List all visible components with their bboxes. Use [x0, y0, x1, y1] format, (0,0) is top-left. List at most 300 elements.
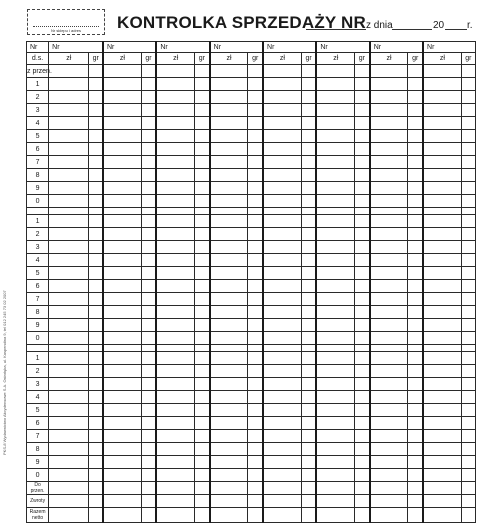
gr-entry-cell[interactable]	[248, 293, 263, 306]
zl-entry-cell[interactable]	[156, 241, 194, 254]
gr-entry-cell[interactable]	[89, 430, 103, 443]
gr-entry-cell[interactable]	[89, 482, 103, 495]
zl-entry-cell[interactable]	[316, 91, 354, 104]
gr-entry-cell[interactable]	[89, 267, 103, 280]
zl-entry-cell[interactable]	[263, 280, 301, 293]
zl-entry-cell[interactable]	[210, 78, 248, 91]
gr-entry-cell[interactable]	[248, 182, 263, 195]
zl-entry-cell[interactable]	[370, 378, 408, 391]
gr-entry-cell[interactable]	[355, 195, 370, 208]
zl-entry-cell[interactable]	[370, 267, 408, 280]
zl-entry-cell[interactable]	[263, 215, 301, 228]
gr-entry-cell[interactable]	[408, 228, 423, 241]
zl-entry-cell[interactable]	[210, 456, 248, 469]
zl-entry-cell[interactable]	[49, 456, 89, 469]
gr-entry-cell[interactable]	[248, 319, 263, 332]
zl-entry-cell[interactable]	[49, 280, 89, 293]
gr-entry-cell[interactable]	[301, 306, 316, 319]
gr-entry-cell[interactable]	[355, 182, 370, 195]
zl-entry-cell[interactable]	[49, 404, 89, 417]
zl-entry-cell[interactable]	[156, 280, 194, 293]
gr-entry-cell[interactable]	[461, 241, 475, 254]
gr-entry-cell[interactable]	[248, 508, 263, 523]
gr-entry-cell[interactable]	[301, 378, 316, 391]
gr-entry-cell[interactable]	[141, 215, 156, 228]
gr-entry-cell[interactable]	[248, 456, 263, 469]
gr-entry-cell[interactable]	[248, 65, 263, 78]
gr-entry-cell[interactable]	[301, 280, 316, 293]
gr-entry-cell[interactable]	[461, 430, 475, 443]
zl-entry-cell[interactable]	[103, 378, 141, 391]
zl-entry-cell[interactable]	[423, 293, 461, 306]
gr-entry-cell[interactable]	[89, 391, 103, 404]
gr-entry-cell[interactable]	[195, 293, 210, 306]
gr-entry-cell[interactable]	[461, 352, 475, 365]
zl-entry-cell[interactable]	[210, 91, 248, 104]
zl-entry-cell[interactable]	[156, 91, 194, 104]
zl-entry-cell[interactable]	[263, 117, 301, 130]
gr-entry-cell[interactable]	[141, 208, 156, 215]
zl-entry-cell[interactable]	[316, 104, 354, 117]
zl-entry-cell[interactable]	[210, 365, 248, 378]
zl-entry-cell[interactable]	[316, 293, 354, 306]
zl-entry-cell[interactable]	[370, 306, 408, 319]
zl-entry-cell[interactable]	[263, 391, 301, 404]
gr-entry-cell[interactable]	[408, 130, 423, 143]
gr-entry-cell[interactable]	[408, 508, 423, 523]
gr-entry-cell[interactable]	[301, 65, 316, 78]
zl-entry-cell[interactable]	[156, 345, 194, 352]
zl-entry-cell[interactable]	[210, 495, 248, 508]
zl-entry-cell[interactable]	[316, 495, 354, 508]
zl-entry-cell[interactable]	[210, 306, 248, 319]
zl-entry-cell[interactable]	[263, 319, 301, 332]
zl-entry-cell[interactable]	[210, 241, 248, 254]
zl-entry-cell[interactable]	[49, 293, 89, 306]
zl-entry-cell[interactable]	[316, 215, 354, 228]
zl-entry-cell[interactable]	[49, 417, 89, 430]
zl-entry-cell[interactable]	[103, 169, 141, 182]
gr-entry-cell[interactable]	[301, 254, 316, 267]
zl-entry-cell[interactable]	[263, 169, 301, 182]
zl-entry-cell[interactable]	[263, 469, 301, 482]
gr-entry-cell[interactable]	[408, 195, 423, 208]
gr-entry-cell[interactable]	[408, 156, 423, 169]
gr-entry-cell[interactable]	[461, 182, 475, 195]
zl-entry-cell[interactable]	[316, 130, 354, 143]
gr-entry-cell[interactable]	[355, 208, 370, 215]
gr-entry-cell[interactable]	[195, 267, 210, 280]
gr-entry-cell[interactable]	[461, 65, 475, 78]
gr-entry-cell[interactable]	[141, 267, 156, 280]
gr-entry-cell[interactable]	[141, 495, 156, 508]
gr-entry-cell[interactable]	[195, 169, 210, 182]
gr-entry-cell[interactable]	[248, 228, 263, 241]
zl-entry-cell[interactable]	[316, 378, 354, 391]
gr-entry-cell[interactable]	[301, 91, 316, 104]
zl-entry-cell[interactable]	[263, 293, 301, 306]
gr-entry-cell[interactable]	[408, 469, 423, 482]
zl-entry-cell[interactable]	[103, 280, 141, 293]
gr-entry-cell[interactable]	[141, 319, 156, 332]
gr-entry-cell[interactable]	[355, 117, 370, 130]
zl-entry-cell[interactable]	[370, 280, 408, 293]
gr-entry-cell[interactable]	[195, 378, 210, 391]
zl-entry-cell[interactable]	[49, 91, 89, 104]
zl-entry-cell[interactable]	[49, 104, 89, 117]
zl-entry-cell[interactable]	[263, 495, 301, 508]
gr-entry-cell[interactable]	[355, 469, 370, 482]
zl-entry-cell[interactable]	[263, 443, 301, 456]
gr-entry-cell[interactable]	[301, 365, 316, 378]
gr-entry-cell[interactable]	[461, 391, 475, 404]
zl-entry-cell[interactable]	[316, 482, 354, 495]
zl-entry-cell[interactable]	[423, 495, 461, 508]
gr-entry-cell[interactable]	[195, 91, 210, 104]
zl-entry-cell[interactable]	[423, 365, 461, 378]
zl-entry-cell[interactable]	[210, 508, 248, 523]
zl-entry-cell[interactable]	[210, 65, 248, 78]
zl-entry-cell[interactable]	[263, 508, 301, 523]
gr-entry-cell[interactable]	[461, 345, 475, 352]
gr-entry-cell[interactable]	[408, 182, 423, 195]
gr-entry-cell[interactable]	[408, 143, 423, 156]
gr-entry-cell[interactable]	[301, 267, 316, 280]
zl-entry-cell[interactable]	[423, 169, 461, 182]
zl-entry-cell[interactable]	[370, 130, 408, 143]
gr-entry-cell[interactable]	[408, 482, 423, 495]
zl-entry-cell[interactable]	[156, 430, 194, 443]
gr-entry-cell[interactable]	[141, 143, 156, 156]
zl-entry-cell[interactable]	[316, 456, 354, 469]
zl-entry-cell[interactable]	[156, 391, 194, 404]
gr-entry-cell[interactable]	[301, 508, 316, 523]
zl-entry-cell[interactable]	[316, 469, 354, 482]
gr-entry-cell[interactable]	[408, 378, 423, 391]
gr-entry-cell[interactable]	[89, 78, 103, 91]
zl-entry-cell[interactable]	[423, 345, 461, 352]
gr-entry-cell[interactable]	[248, 443, 263, 456]
gr-entry-cell[interactable]	[89, 228, 103, 241]
gr-entry-cell[interactable]	[195, 130, 210, 143]
zl-entry-cell[interactable]	[316, 365, 354, 378]
zl-entry-cell[interactable]	[423, 130, 461, 143]
zl-entry-cell[interactable]	[210, 352, 248, 365]
zl-entry-cell[interactable]	[316, 254, 354, 267]
gr-entry-cell[interactable]	[141, 430, 156, 443]
gr-entry-cell[interactable]	[141, 228, 156, 241]
gr-entry-cell[interactable]	[301, 78, 316, 91]
zl-entry-cell[interactable]	[423, 417, 461, 430]
gr-entry-cell[interactable]	[248, 391, 263, 404]
zl-entry-cell[interactable]	[210, 169, 248, 182]
zl-entry-cell[interactable]	[263, 332, 301, 345]
zl-entry-cell[interactable]	[103, 417, 141, 430]
zl-entry-cell[interactable]	[210, 130, 248, 143]
zl-entry-cell[interactable]	[156, 104, 194, 117]
zl-entry-cell[interactable]	[263, 306, 301, 319]
gr-entry-cell[interactable]	[355, 495, 370, 508]
zl-entry-cell[interactable]	[263, 182, 301, 195]
gr-entry-cell[interactable]	[355, 365, 370, 378]
zl-entry-cell[interactable]	[49, 306, 89, 319]
gr-entry-cell[interactable]	[408, 365, 423, 378]
gr-entry-cell[interactable]	[141, 352, 156, 365]
zl-entry-cell[interactable]	[49, 254, 89, 267]
zl-entry-cell[interactable]	[49, 345, 89, 352]
gr-entry-cell[interactable]	[141, 456, 156, 469]
zl-entry-cell[interactable]	[156, 215, 194, 228]
gr-entry-cell[interactable]	[195, 182, 210, 195]
gr-entry-cell[interactable]	[355, 417, 370, 430]
gr-entry-cell[interactable]	[248, 104, 263, 117]
zl-entry-cell[interactable]	[316, 430, 354, 443]
gr-entry-cell[interactable]	[141, 293, 156, 306]
gr-entry-cell[interactable]	[355, 104, 370, 117]
gr-entry-cell[interactable]	[408, 117, 423, 130]
gr-entry-cell[interactable]	[355, 143, 370, 156]
gr-entry-cell[interactable]	[301, 456, 316, 469]
zl-entry-cell[interactable]	[49, 241, 89, 254]
gr-entry-cell[interactable]	[461, 143, 475, 156]
gr-entry-cell[interactable]	[141, 378, 156, 391]
zl-entry-cell[interactable]	[210, 104, 248, 117]
zl-entry-cell[interactable]	[156, 469, 194, 482]
gr-entry-cell[interactable]	[301, 430, 316, 443]
zl-entry-cell[interactable]	[370, 404, 408, 417]
gr-entry-cell[interactable]	[141, 417, 156, 430]
zl-entry-cell[interactable]	[210, 319, 248, 332]
gr-entry-cell[interactable]	[248, 345, 263, 352]
zl-entry-cell[interactable]	[49, 267, 89, 280]
gr-entry-cell[interactable]	[195, 319, 210, 332]
zl-entry-cell[interactable]	[49, 430, 89, 443]
gr-entry-cell[interactable]	[301, 495, 316, 508]
zl-entry-cell[interactable]	[49, 365, 89, 378]
zl-entry-cell[interactable]	[263, 352, 301, 365]
zl-entry-cell[interactable]	[423, 306, 461, 319]
zl-entry-cell[interactable]	[156, 267, 194, 280]
zl-entry-cell[interactable]	[49, 495, 89, 508]
zl-entry-cell[interactable]	[49, 215, 89, 228]
gr-entry-cell[interactable]	[301, 469, 316, 482]
gr-entry-cell[interactable]	[248, 208, 263, 215]
gr-entry-cell[interactable]	[301, 352, 316, 365]
zl-entry-cell[interactable]	[316, 443, 354, 456]
gr-entry-cell[interactable]	[89, 195, 103, 208]
gr-entry-cell[interactable]	[248, 378, 263, 391]
gr-entry-cell[interactable]	[248, 254, 263, 267]
zl-entry-cell[interactable]	[103, 319, 141, 332]
zl-entry-cell[interactable]	[210, 378, 248, 391]
gr-entry-cell[interactable]	[89, 130, 103, 143]
gr-entry-cell[interactable]	[141, 391, 156, 404]
zl-entry-cell[interactable]	[49, 78, 89, 91]
gr-entry-cell[interactable]	[141, 306, 156, 319]
gr-entry-cell[interactable]	[195, 143, 210, 156]
zl-entry-cell[interactable]	[370, 241, 408, 254]
gr-entry-cell[interactable]	[141, 117, 156, 130]
zl-entry-cell[interactable]	[210, 208, 248, 215]
zl-entry-cell[interactable]	[370, 345, 408, 352]
gr-entry-cell[interactable]	[89, 65, 103, 78]
zl-entry-cell[interactable]	[103, 208, 141, 215]
zl-entry-cell[interactable]	[316, 319, 354, 332]
gr-entry-cell[interactable]	[461, 417, 475, 430]
zl-entry-cell[interactable]	[103, 215, 141, 228]
zl-entry-cell[interactable]	[423, 482, 461, 495]
zl-entry-cell[interactable]	[156, 228, 194, 241]
gr-entry-cell[interactable]	[461, 208, 475, 215]
zl-entry-cell[interactable]	[156, 65, 194, 78]
gr-entry-cell[interactable]	[301, 104, 316, 117]
gr-entry-cell[interactable]	[301, 169, 316, 182]
gr-entry-cell[interactable]	[195, 156, 210, 169]
zl-entry-cell[interactable]	[210, 156, 248, 169]
gr-entry-cell[interactable]	[461, 443, 475, 456]
zl-entry-cell[interactable]	[263, 456, 301, 469]
gr-entry-cell[interactable]	[408, 456, 423, 469]
gr-entry-cell[interactable]	[355, 482, 370, 495]
gr-entry-cell[interactable]	[301, 241, 316, 254]
zl-entry-cell[interactable]	[49, 508, 89, 523]
zl-entry-cell[interactable]	[156, 182, 194, 195]
zl-entry-cell[interactable]	[316, 78, 354, 91]
zl-entry-cell[interactable]	[263, 156, 301, 169]
zl-entry-cell[interactable]	[263, 195, 301, 208]
gr-entry-cell[interactable]	[301, 208, 316, 215]
zl-entry-cell[interactable]	[103, 267, 141, 280]
gr-entry-cell[interactable]	[89, 319, 103, 332]
zl-entry-cell[interactable]	[263, 345, 301, 352]
gr-entry-cell[interactable]	[461, 365, 475, 378]
gr-entry-cell[interactable]	[461, 78, 475, 91]
gr-entry-cell[interactable]	[141, 91, 156, 104]
gr-entry-cell[interactable]	[408, 104, 423, 117]
gr-entry-cell[interactable]	[408, 306, 423, 319]
gr-entry-cell[interactable]	[195, 456, 210, 469]
zl-entry-cell[interactable]	[263, 228, 301, 241]
zl-entry-cell[interactable]	[263, 104, 301, 117]
gr-entry-cell[interactable]	[461, 482, 475, 495]
gr-entry-cell[interactable]	[248, 117, 263, 130]
gr-entry-cell[interactable]	[89, 104, 103, 117]
zl-entry-cell[interactable]	[103, 404, 141, 417]
zl-entry-cell[interactable]	[103, 391, 141, 404]
zl-entry-cell[interactable]	[103, 156, 141, 169]
gr-entry-cell[interactable]	[461, 378, 475, 391]
gr-entry-cell[interactable]	[408, 78, 423, 91]
zl-entry-cell[interactable]	[49, 130, 89, 143]
zl-entry-cell[interactable]	[316, 182, 354, 195]
gr-entry-cell[interactable]	[355, 215, 370, 228]
gr-entry-cell[interactable]	[301, 130, 316, 143]
zl-entry-cell[interactable]	[263, 365, 301, 378]
zl-entry-cell[interactable]	[210, 482, 248, 495]
zl-entry-cell[interactable]	[316, 65, 354, 78]
zl-entry-cell[interactable]	[370, 391, 408, 404]
zl-entry-cell[interactable]	[316, 156, 354, 169]
gr-entry-cell[interactable]	[195, 365, 210, 378]
gr-entry-cell[interactable]	[301, 319, 316, 332]
zl-entry-cell[interactable]	[210, 332, 248, 345]
zl-entry-cell[interactable]	[370, 182, 408, 195]
gr-entry-cell[interactable]	[461, 495, 475, 508]
zl-entry-cell[interactable]	[156, 306, 194, 319]
gr-entry-cell[interactable]	[89, 469, 103, 482]
zl-entry-cell[interactable]	[263, 143, 301, 156]
zl-entry-cell[interactable]	[263, 208, 301, 215]
gr-entry-cell[interactable]	[461, 332, 475, 345]
zl-entry-cell[interactable]	[210, 215, 248, 228]
zl-entry-cell[interactable]	[423, 78, 461, 91]
gr-entry-cell[interactable]	[195, 352, 210, 365]
gr-entry-cell[interactable]	[355, 293, 370, 306]
zl-entry-cell[interactable]	[49, 469, 89, 482]
zl-entry-cell[interactable]	[49, 169, 89, 182]
zl-entry-cell[interactable]	[103, 469, 141, 482]
gr-entry-cell[interactable]	[89, 352, 103, 365]
gr-entry-cell[interactable]	[195, 469, 210, 482]
gr-entry-cell[interactable]	[408, 91, 423, 104]
gr-entry-cell[interactable]	[461, 169, 475, 182]
gr-entry-cell[interactable]	[195, 430, 210, 443]
gr-entry-cell[interactable]	[461, 280, 475, 293]
zl-entry-cell[interactable]	[103, 456, 141, 469]
zl-entry-cell[interactable]	[103, 365, 141, 378]
gr-entry-cell[interactable]	[89, 215, 103, 228]
gr-entry-cell[interactable]	[355, 345, 370, 352]
gr-entry-cell[interactable]	[141, 404, 156, 417]
zl-entry-cell[interactable]	[156, 404, 194, 417]
gr-entry-cell[interactable]	[355, 378, 370, 391]
gr-entry-cell[interactable]	[248, 280, 263, 293]
zl-entry-cell[interactable]	[316, 195, 354, 208]
gr-entry-cell[interactable]	[89, 280, 103, 293]
zl-entry-cell[interactable]	[423, 228, 461, 241]
zl-entry-cell[interactable]	[156, 443, 194, 456]
zl-entry-cell[interactable]	[156, 130, 194, 143]
zl-entry-cell[interactable]	[316, 352, 354, 365]
gr-entry-cell[interactable]	[248, 215, 263, 228]
gr-entry-cell[interactable]	[141, 482, 156, 495]
zl-entry-cell[interactable]	[210, 143, 248, 156]
gr-entry-cell[interactable]	[248, 143, 263, 156]
gr-entry-cell[interactable]	[355, 332, 370, 345]
gr-entry-cell[interactable]	[89, 169, 103, 182]
gr-entry-cell[interactable]	[408, 319, 423, 332]
gr-entry-cell[interactable]	[89, 495, 103, 508]
zl-entry-cell[interactable]	[49, 443, 89, 456]
gr-entry-cell[interactable]	[141, 169, 156, 182]
zl-entry-cell[interactable]	[103, 78, 141, 91]
gr-entry-cell[interactable]	[89, 293, 103, 306]
zl-entry-cell[interactable]	[423, 195, 461, 208]
gr-entry-cell[interactable]	[355, 130, 370, 143]
gr-entry-cell[interactable]	[248, 169, 263, 182]
gr-entry-cell[interactable]	[141, 469, 156, 482]
gr-entry-cell[interactable]	[248, 241, 263, 254]
gr-entry-cell[interactable]	[301, 404, 316, 417]
zl-entry-cell[interactable]	[103, 508, 141, 523]
zl-entry-cell[interactable]	[316, 306, 354, 319]
gr-entry-cell[interactable]	[89, 254, 103, 267]
gr-entry-cell[interactable]	[89, 404, 103, 417]
gr-entry-cell[interactable]	[408, 280, 423, 293]
gr-entry-cell[interactable]	[89, 208, 103, 215]
gr-entry-cell[interactable]	[141, 65, 156, 78]
zl-entry-cell[interactable]	[49, 391, 89, 404]
